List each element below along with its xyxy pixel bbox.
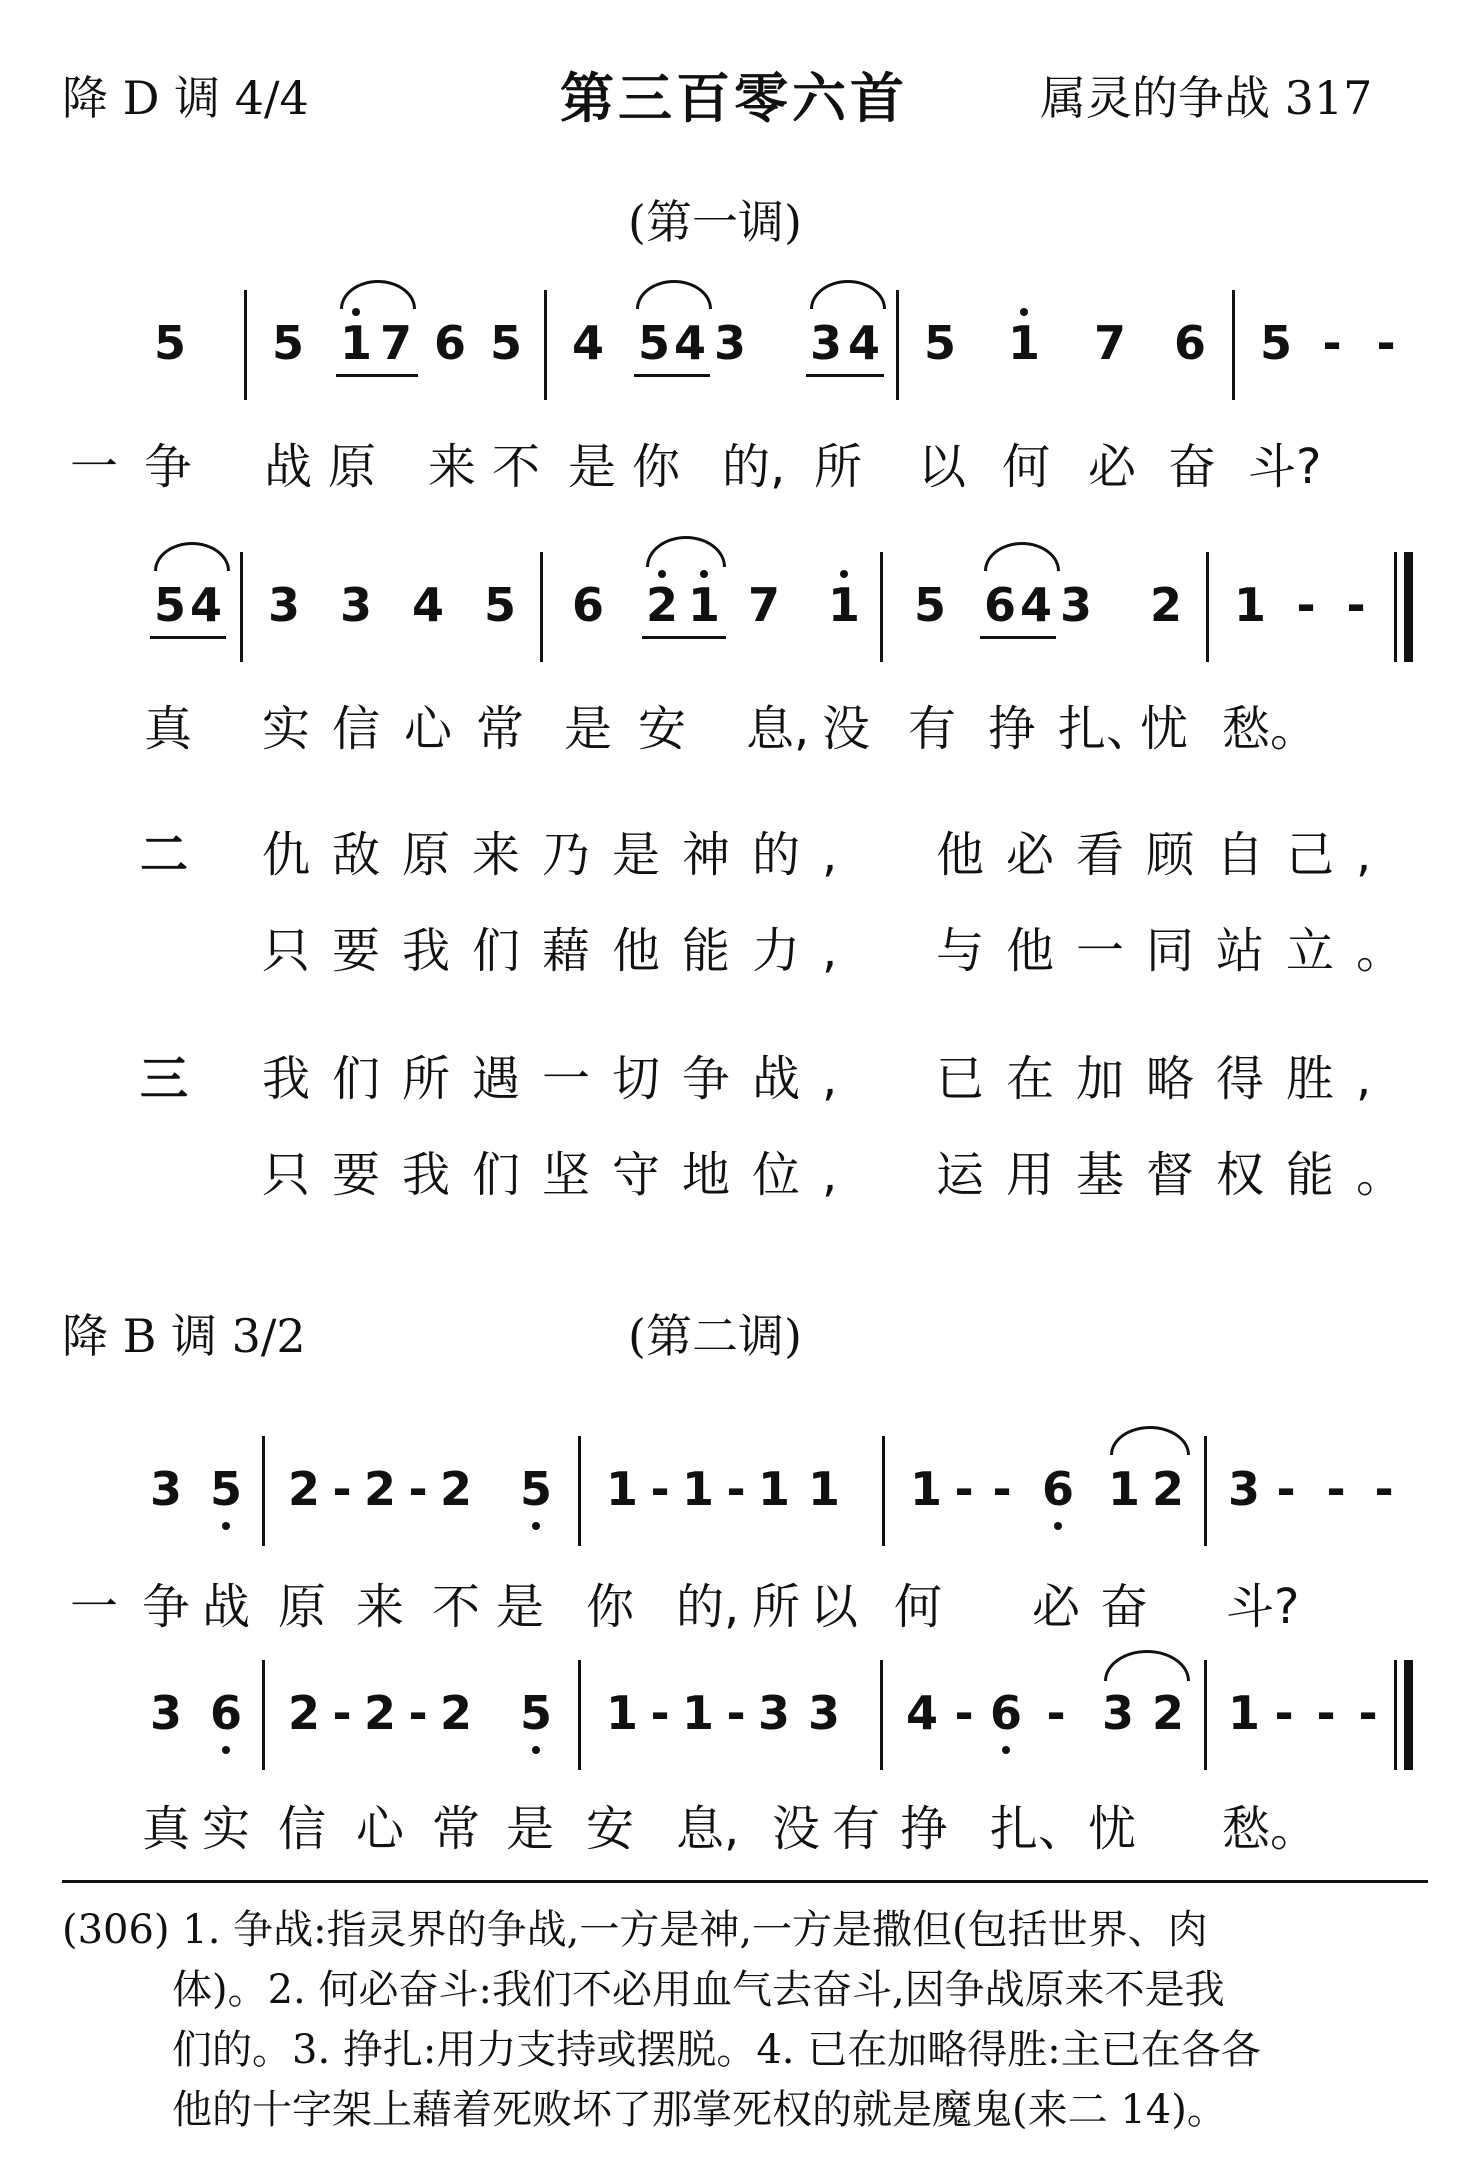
final-barline-thick [1404,552,1413,662]
note: 3 [267,578,300,632]
lyric-syllable: 息, [746,701,810,757]
dash: - [954,1686,974,1740]
lyric-syllable: 有 [831,1801,880,1857]
barline [896,290,899,400]
beam [806,374,884,377]
lyric-syllable: 一 [69,1579,118,1635]
final-barline-thick [1404,1660,1413,1770]
lyric-syllable: 一 [69,439,118,495]
note: 5 [153,578,186,632]
lyric-syllable: 你 [631,439,680,495]
octave-dot [532,1746,540,1754]
slur [636,280,712,309]
dash: - [1326,1462,1346,1516]
note: 4 [905,1686,938,1740]
beam [634,374,710,377]
lyric-syllable: 必 [1087,439,1136,495]
barline [578,1436,581,1546]
octave-dot [222,1746,230,1754]
barline [880,552,883,662]
lyric-syllable: 原 [277,1579,326,1635]
lyric-syllable: 以 [917,439,966,495]
dash: - [1376,316,1396,370]
slur [810,280,886,309]
note: 3 [149,1462,182,1516]
lyric-syllable: 是 [495,1579,544,1635]
barline [882,1436,885,1546]
note: 5 [209,1462,242,1516]
note: 1 [909,1462,942,1516]
lyric-syllable: 忧 [1139,701,1188,757]
octave-dot [1002,1746,1010,1754]
note: 5 [519,1686,552,1740]
lyric-syllable: 是 [567,439,616,495]
octave-dot [1020,308,1028,316]
lyric-syllable: 挣 [899,1801,948,1857]
dash: - [1374,1462,1394,1516]
verse3-line-b: 已在加略得胜, [936,1051,1394,1107]
lyric-syllable: 争 [141,1579,190,1635]
footnote-line: 体)。2. 何必奋斗:我们不必用血气去奋斗,因争战原来不是我 [172,1967,1225,2013]
note: 3 [339,578,372,632]
note: 1 [1227,1686,1260,1740]
lyric-syllable: 常 [431,1801,480,1857]
note: 4 [673,316,706,370]
note: 3 [1227,1462,1260,1516]
note: 7 [747,578,780,632]
note: 6 [209,1686,242,1740]
lyric-syllable: 是 [505,1801,554,1857]
dash: - [1274,1686,1294,1740]
octave-dot [352,308,360,316]
note: 2 [363,1462,396,1516]
slur [646,536,726,567]
note: 5 [153,316,186,370]
note: 2 [287,1686,320,1740]
note: 5 [913,578,946,632]
lyric-syllable: 来 [427,439,476,495]
note: 3 [149,1686,182,1740]
note: 4 [1019,578,1052,632]
octave-dot [532,1522,540,1530]
tune2-line1-notation [0,1462,1470,1556]
note: 6 [1173,316,1206,370]
beam [642,636,726,639]
dash: - [1358,1686,1378,1740]
lyric-syllable: 原 [327,439,376,495]
barline [240,552,243,662]
octave-dot [658,570,666,578]
tune2-line2-notation [0,1686,1470,1780]
note: 1 [687,578,720,632]
lyric-syllable: 来 [355,1579,404,1635]
note: 1 [339,316,372,370]
note: 6 [983,578,1016,632]
tune1-lyrics-line1 [0,428,1470,495]
lyric-syllable: 真 [143,701,192,757]
lyric-syllable: 扎、 [1058,701,1155,757]
verse2-line-c: 只要我们藉他能力, [262,923,860,979]
note: 4 [411,578,444,632]
final-barline-thin [1394,1660,1397,1770]
verse3-line-d: 运用基督权能。 [936,1147,1427,1203]
footnote-divider [62,1880,1428,1883]
note: 5 [519,1462,552,1516]
barline [1206,552,1209,662]
note: 6 [1041,1462,1074,1516]
slur [1110,1426,1190,1455]
lyric-syllable: 所 [751,1579,800,1635]
octave-dot [840,570,848,578]
category-number: 属灵的争战 317 [1040,71,1373,125]
note: 1 [605,1462,638,1516]
note: 3 [1101,1686,1134,1740]
note: 6 [989,1686,1022,1740]
dash: - [408,1686,428,1740]
lyric-syllable: 实 [201,1801,250,1857]
barline [578,1660,581,1770]
note: 2 [439,1686,472,1740]
slur [340,280,416,309]
lyric-syllable: 以 [809,1579,858,1635]
beam [150,636,226,639]
note: 5 [923,316,956,370]
note: 3 [809,316,842,370]
tune2-lyrics-line1 [0,1568,1470,1635]
dash: - [992,1462,1012,1516]
note: 1 [681,1462,714,1516]
barline [1204,1660,1207,1770]
lyric-syllable: 心 [403,701,452,757]
note: 2 [363,1686,396,1740]
note: 6 [571,578,604,632]
lyric-syllable: 斗? [1248,439,1322,495]
dash: - [332,1462,352,1516]
tune2-lyrics-line2 [0,1790,1470,1857]
note: 1 [827,578,860,632]
lyric-syllable: 斗? [1226,1579,1300,1635]
octave-dot [222,1522,230,1530]
verse3-line-c: 只要我们坚守地位, [262,1147,860,1203]
dash: - [954,1462,974,1516]
tune1-lyrics-line2 [0,690,1470,757]
lyric-syllable: 常 [475,701,524,757]
beam [980,636,1056,639]
lyric-syllable: 信 [277,1801,326,1857]
dash: - [1296,578,1316,632]
note: 7 [379,316,412,370]
lyric-syllable: 奋 [1167,439,1216,495]
note: 1 [681,1686,714,1740]
note: 1 [1107,1462,1140,1516]
dash: - [408,1462,428,1516]
dash: - [650,1462,670,1516]
note: 5 [1259,316,1292,370]
barline [262,1660,265,1770]
slur [154,542,230,571]
barline [540,552,543,662]
verse3-line-a: 我们所遇一切争战, [262,1051,860,1107]
note: 4 [189,578,222,632]
lyric-syllable: 心 [355,1801,404,1857]
beam [336,374,418,377]
verse2-line-d: 与他一同站立。 [936,923,1427,979]
lyric-syllable: 挣 [987,701,1036,757]
lyric-syllable: 扎、 [990,1801,1087,1857]
note: 1 [1233,578,1266,632]
footnote [62,1900,1428,2140]
verse2-line-b: 他必看顾自己, [936,827,1394,883]
dash: - [1276,1462,1296,1516]
note: 4 [847,316,880,370]
note: 5 [489,316,522,370]
lyric-syllable: 息, [676,1801,740,1857]
lyric-syllable: 何 [1001,439,1050,495]
lyric-syllable: 争 [143,439,192,495]
dash: - [1316,1686,1336,1740]
dash: - [726,1686,746,1740]
lyric-syllable: 实 [261,701,310,757]
note: 1 [605,1686,638,1740]
note: 3 [757,1686,790,1740]
barline [1204,1436,1207,1546]
lyric-syllable: 战 [201,1579,250,1635]
tune1-line1-notation [0,316,1470,410]
lyric-syllable: 是 [563,701,612,757]
note: 3 [713,316,746,370]
lyric-syllable: 愁。 [1222,701,1319,757]
tune2-label: (第二调) [628,1309,802,1363]
verse-number-3: 三 [140,1051,189,1107]
note: 5 [637,316,670,370]
dash: - [1046,1686,1066,1740]
note: 2 [1151,1462,1184,1516]
lyric-syllable: 愁。 [1222,1801,1319,1857]
note: 3 [807,1686,840,1740]
tune1-label: (第一调) [628,195,802,249]
note: 5 [271,316,304,370]
barline [244,290,247,400]
lyric-syllable: 奋 [1099,1579,1148,1635]
note: 2 [287,1462,320,1516]
lyric-syllable: 有 [907,701,956,757]
slur [1104,1650,1190,1681]
dash: - [1322,316,1342,370]
lyric-syllable: 没 [821,701,870,757]
dash: - [332,1686,352,1740]
dash: - [1346,578,1366,632]
footnote-line: (306) 1. 争战:指灵界的争战,一方是神,一方是撒但(包括世界、肉 [62,1907,1208,1953]
note: 3 [1059,578,1092,632]
lyric-syllable: 不 [491,439,540,495]
lyric-syllable: 战 [263,439,312,495]
hymn-title: 第三百零六首 [560,66,908,130]
note: 2 [439,1462,472,1516]
dash: - [726,1462,746,1516]
note: 2 [1151,1686,1184,1740]
note: 1 [757,1462,790,1516]
lyric-syllable: 信 [331,701,380,757]
lyric-syllable: 安 [637,701,686,757]
slur [984,542,1060,571]
note: 4 [571,316,604,370]
lyric-syllable: 忧 [1087,1801,1136,1857]
lyric-syllable: 的, [722,439,786,495]
note: 1 [1007,316,1040,370]
octave-dot [700,570,708,578]
note: 6 [433,316,466,370]
verse2-line-a: 仇敌原来乃是神的, [262,827,860,883]
tune1-line2-notation [0,578,1470,672]
lyric-syllable: 必 [1031,1579,1080,1635]
lyric-syllable: 所 [813,439,862,495]
note: 7 [1093,316,1126,370]
footnote-line: 们的。3. 挣扎:用力支持或摆脱。4. 已在加略得胜:主已在各各 [172,2027,1261,2073]
barline [880,1660,883,1770]
lyric-syllable: 的, [676,1579,740,1635]
barline [1232,290,1235,400]
lyric-syllable: 没 [771,1801,820,1857]
lyric-syllable: 你 [585,1579,634,1635]
note: 2 [645,578,678,632]
note: 2 [1149,578,1182,632]
barline [262,1436,265,1546]
key-time-signature: 降 D 调 4/4 [62,71,309,125]
lyric-syllable: 真 [141,1801,190,1857]
tune2-key-time: 降 B 调 3/2 [62,1309,306,1363]
footnote-line: 他的十字架上藉着死败坏了那掌死权的就是魔鬼(来二 14)。 [172,2087,1227,2133]
note: 5 [483,578,516,632]
lyric-syllable: 不 [431,1579,480,1635]
lyric-syllable: 何 [893,1579,942,1635]
dash: - [650,1686,670,1740]
verse-number-2: 二 [140,827,189,883]
octave-dot [1054,1522,1062,1530]
lyric-syllable: 安 [585,1801,634,1857]
barline [544,290,547,400]
final-barline-thin [1394,552,1397,662]
note: 1 [807,1462,840,1516]
